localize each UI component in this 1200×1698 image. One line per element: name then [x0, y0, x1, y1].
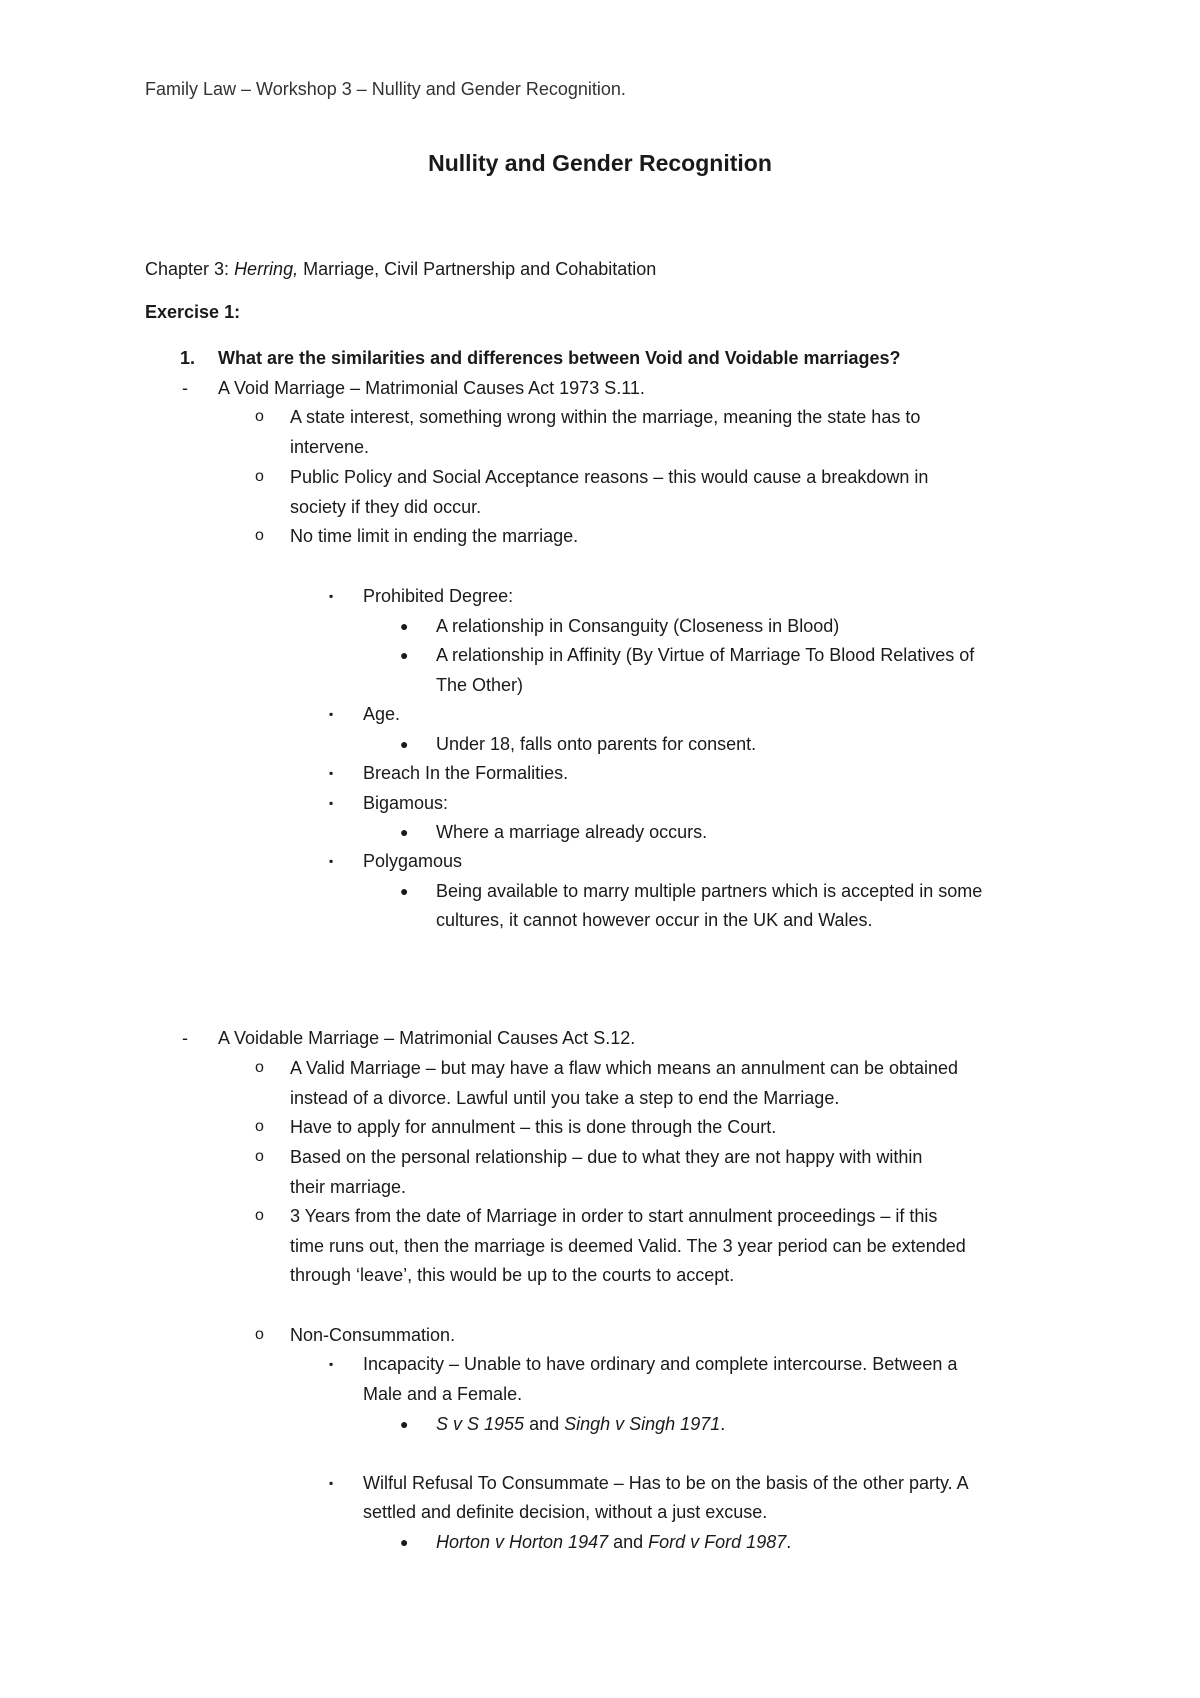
refusal-cases [436, 1531, 791, 1553]
page-title: Nullity and Gender Recognition [428, 150, 772, 176]
square-bullet: ▪ [329, 1357, 334, 1371]
bigamous-item: Bigamous: [363, 793, 449, 813]
round-bullet: ● [400, 647, 409, 663]
prohibited-degree: Prohibited Degree: [363, 586, 514, 606]
breach-item: Breach In the Formalities. [363, 763, 569, 783]
incapacity-cases [436, 1413, 725, 1435]
void-point-2-line-2: society if they did occur. [290, 497, 482, 517]
polygamous-detail-line-2: cultures, it cannot however occur in the UK and Wales. [436, 910, 873, 930]
polygamous-detail-line-1: Being available to marry multiple partners which is accepted in some [436, 881, 983, 901]
chapter-author: Herring, [234, 259, 299, 279]
round-bullet: ● [400, 1416, 409, 1432]
conjunction: and [608, 1532, 649, 1552]
question-number: 1. [180, 348, 196, 368]
circle-bullet: o [255, 1148, 264, 1165]
consanguinity-item: A relationship in Consanguity (Closeness in Blood) [436, 616, 840, 636]
voidable-point-4-line-1: 3 Years from the date of Marriage in order to start annulment proceedings – if this [290, 1206, 938, 1226]
square-bullet: ▪ [329, 854, 334, 868]
affinity-item-line-1: A relationship in Affinity (By Virtue of Marriage To Blood Relatives of [436, 645, 975, 665]
case-citation: Singh v Singh 1971 [564, 1414, 721, 1434]
case-citation: Horton v Horton 1947 [436, 1532, 609, 1552]
voidable-point-1-line-2: instead of a divorce. Lawful until you take a step to end the Marriage. [290, 1088, 840, 1108]
void-heading: A Void Marriage – Matrimonial Causes Act 1973 S.11. [218, 378, 645, 398]
round-bullet: ● [400, 618, 409, 634]
voidable-point-3-line-1: Based on the personal relationship – due to what they are not happy with within [290, 1147, 923, 1167]
incapacity-line-1: Incapacity – Unable to have ordinary and complete intercourse. Between a [363, 1354, 958, 1374]
chapter-reference [145, 258, 656, 280]
age-item: Age. [363, 704, 401, 724]
chapter-title: Marriage, Civil Partnership and Cohabitation [298, 259, 657, 279]
case-citation: S v S 1955 [436, 1414, 525, 1434]
voidable-point-1-line-1: A Valid Marriage – but may have a flaw which means an annulment can be obtained [290, 1058, 959, 1078]
void-point-1-line-1: A state interest, something wrong within the marriage, meaning the state has to [290, 407, 921, 427]
circle-bullet: o [255, 468, 264, 485]
circle-bullet: o [255, 408, 264, 425]
wilful-refusal-line-2: settled and definite decision, without a just excuse. [363, 1502, 768, 1522]
round-bullet: ● [400, 736, 409, 752]
affinity-item-line-2: The Other) [436, 675, 524, 695]
page-header: Family Law – Workshop 3 – Nullity and Gender Recognition. [145, 79, 626, 99]
round-bullet: ● [400, 1534, 409, 1550]
non-consummation: Non-Consummation. [290, 1325, 456, 1345]
period: . [720, 1414, 726, 1434]
bigamous-detail: Where a marriage already occurs. [436, 822, 708, 842]
voidable-point-2: Have to apply for annulment – this is done through the Court. [290, 1117, 777, 1137]
under-18-item: Under 18, falls onto parents for consent. [436, 734, 757, 754]
voidable-point-4-line-3: through ‘leave’, this would be up to the courts to accept. [290, 1265, 735, 1285]
circle-bullet: o [255, 1326, 264, 1343]
square-bullet: ▪ [329, 707, 334, 721]
round-bullet: ● [400, 824, 409, 840]
dash-bullet: - [182, 378, 188, 398]
circle-bullet: o [255, 1059, 264, 1076]
circle-bullet: o [255, 1207, 264, 1224]
square-bullet: ▪ [329, 1476, 334, 1490]
wilful-refusal-line-1: Wilful Refusal To Consummate – Has to be on the basis of the other party. A [363, 1473, 969, 1493]
void-point-1-line-2: intervene. [290, 437, 370, 457]
voidable-point-4-line-2: time runs out, then the marriage is deemed Valid. The 3 year period can be extended [290, 1236, 966, 1256]
voidable-heading: A Voidable Marriage – Matrimonial Causes Act S.12. [218, 1028, 636, 1048]
conjunction: and [524, 1414, 565, 1434]
period: . [786, 1532, 792, 1552]
void-point-2-line-1: Public Policy and Social Acceptance reasons – this would cause a breakdown in [290, 467, 929, 487]
chapter-prefix: Chapter 3: [145, 259, 235, 279]
polygamous-item: Polygamous [363, 851, 463, 871]
square-bullet: ▪ [329, 589, 334, 603]
case-citation: Ford v Ford 1987 [648, 1532, 787, 1552]
exercise-heading: Exercise 1: [145, 302, 241, 322]
dash-bullet: - [182, 1028, 188, 1048]
voidable-point-3-line-2: their marriage. [290, 1177, 407, 1197]
incapacity-line-2: Male and a Female. [363, 1384, 523, 1404]
square-bullet: ▪ [329, 796, 334, 810]
question-text: What are the similarities and differences between Void and Voidable marriages? [218, 348, 901, 368]
round-bullet: ● [400, 883, 409, 899]
circle-bullet: o [255, 527, 264, 544]
void-point-3: No time limit in ending the marriage. [290, 526, 579, 546]
circle-bullet: o [255, 1118, 264, 1135]
square-bullet: ▪ [329, 766, 334, 780]
